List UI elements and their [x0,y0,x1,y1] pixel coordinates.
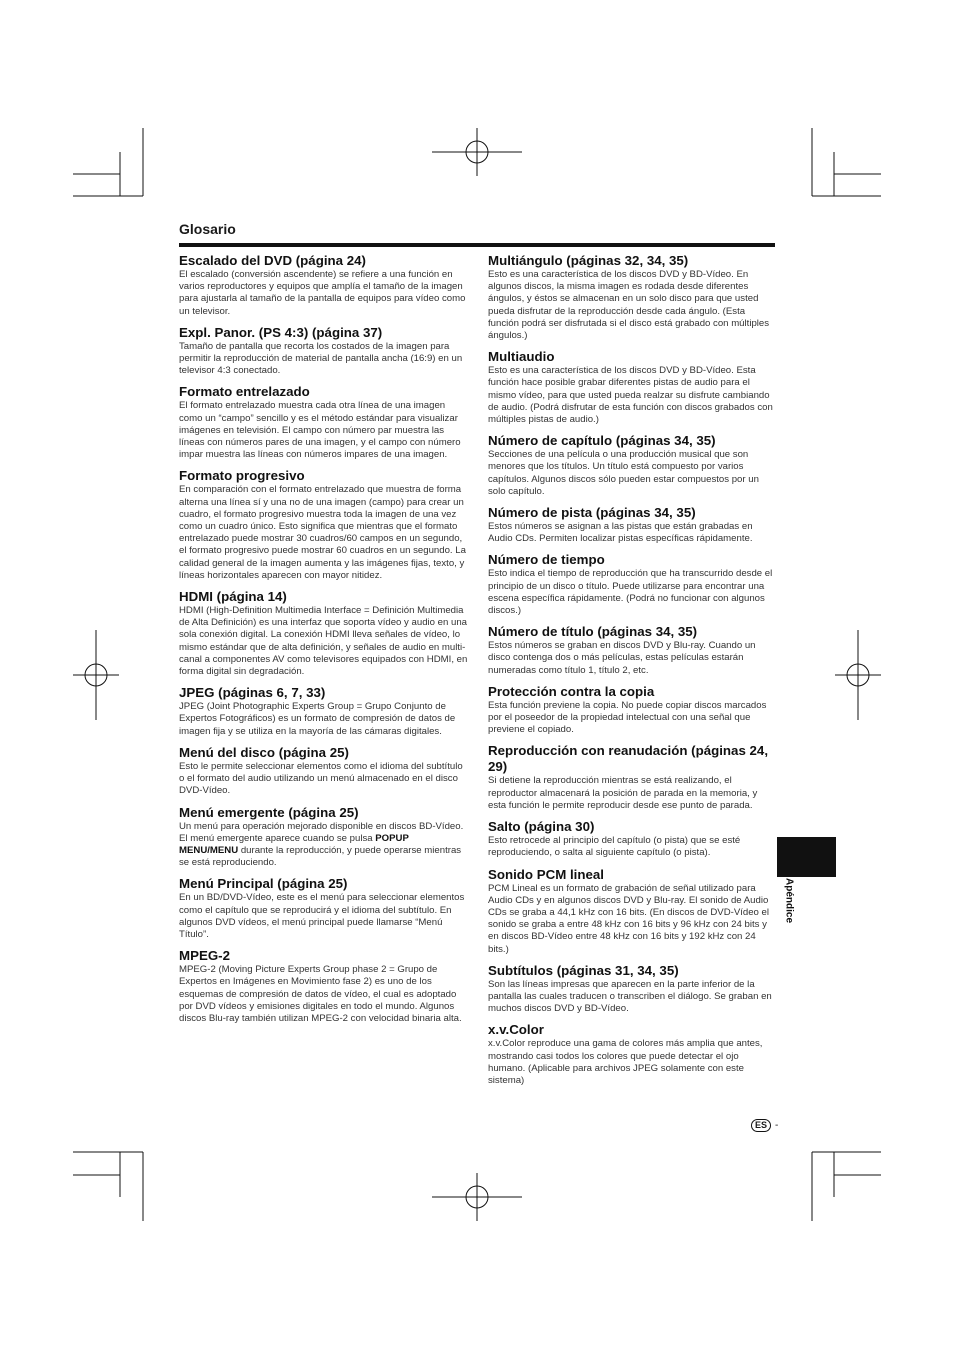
glossary-entry [179,948,469,1025]
page-marker-dash: - [775,1120,779,1131]
entry-title: Menú Principal (página 25) [179,876,348,892]
entry-body: Si detiene la reproducción mientras se está realizando, el reproductor almacenará la posición de parada en la memoria, y esta función le permite reproducir desde ese punto de parada. [488,775,758,811]
language-badge: ES [751,1119,771,1132]
entry-title: Escalado del DVD (página 24) [179,253,366,268]
entry-body: Esta función previene la copia. No puede copiar discos marcados por el poseedor de la propiedad intelectual con una señal que previene el copiado. [488,699,767,736]
page-marker [751,1119,778,1132]
entry-title: Menú del disco (página 25) [179,744,349,760]
entry-title: Menú emergente (página 25) [179,804,359,820]
glossary-entry [179,384,469,461]
entry-body: En comparación con el formato entrelazado que muestra de forma alterna una línea sí y una no de una imagen (campo) para crear un cuadro, el formato progresivo muestra toda la imagen de una vez como un cuadro único. Esto significa que mientras que el formato entrelazado puede mostrar 30 cuadros/60 campos en un segundo, el formato progresivo puede mostrar 60 cuadros en un segundo. La calidad general de la imagen aumenta y las imágenes fijas, texto, y líneas horizontales aparecen con mayor nitidez. [179,484,466,581]
entry-body-text: Un menú para operación mejorado disponible en discos BD-Vídeo. El menú emergente aparece cuando se pulsa [179,820,464,844]
entry-body [179,821,469,870]
glossary-entry [488,743,776,812]
entry-title: Reproducción con reanudación (páginas 24, 29) [488,743,769,775]
glossary-entry [179,876,469,941]
entry-body: Tamaño de pantalla que recorta los costados de la imagen para permitir la reproducción de material de pantalla ancha (16:9) en un televisor 4:3 conectado. [179,340,463,377]
glossary-entry [488,349,776,426]
entry-body: Esto retrocede al principio del capítulo (o pista) que se esté reproduciendo, o salta al siguiente capítulo (o pista). [488,835,741,859]
entry-body: Esto indica el tiempo de reproducción que ha transcurrido desde el principio de un disco o título. Puede utilizarse para encontrar una escena específica rápidamente. (Podrá no funcionar con algunos discos.) [488,568,773,617]
entry-title: Expl. Panor. (PS 4:3) (página 37) [179,324,383,340]
glossary-entry [488,433,776,498]
glossary-entry [488,505,776,545]
entry-body: JPEG (Joint Photographic Experts Group = Grupo Conjunto de Expertos Fotográficos) es un formato de compresión de datos de imagen fija y se utiliza en la mayoría de las cámaras digitales. [179,701,456,737]
entry-body: MPEG-2 (Moving Picture Experts Group phase 2 = Grupo de Expertos en Imágenes en Movimiento fase 2) es uno de los esquemas de compresión de datos de vídeo, el cual es adoptado por DVD vídeos y emisiones digitales en todo el mundo. Algunos discos Blu-ray también utilizan MPEG-2 con velocidad binaria alta. [179,964,462,1024]
entry-body: El formato entrelazado muestra cada otra línea de una imagen como un “campo” sencillo y es el método estándar para visualizar imágenes en televisión. El campo con número par muestra las líneas con números pares de una imagen, y el campo con número impar muestra las líneas con números impares de una imagen. [179,400,461,461]
entry-body: Esto es una característica de los discos DVD y BD-Vídeo. Esta función hace posible grabar diferentes pistas de audio para el mismo vídeo, para que usted pueda realzar su disfrute cambiando de audio. (Podrá disfrutar de esta función con discos grabados con múltiples pistas de audio.) [488,365,773,426]
glossary-entry [179,468,469,582]
entry-body: El escalado (conversión ascendente) se refiere a una función en varios reproductores y equipos que amplía el tamaño de la imagen para ajustarla al tamaño de la pantalla de equipos para vídeo como un televisor. [179,269,466,317]
entry-title: Salto (página 30) [488,819,595,835]
entry-title: Formato entrelazado [179,384,310,400]
entry-title: Número de capítulo (páginas 34, 35) [488,433,716,449]
header-rule [179,243,775,247]
left-column [179,253,469,1032]
entry-body: Estos números se graban en discos DVD y Blu-ray. Cuando un disco contenga dos o más películas, estas películas estarán numeradas como título 1, título 2, etc. [488,640,756,676]
entry-title: MPEG-2 [179,948,230,964]
entry-title: Número de título (páginas 34, 35) [488,624,698,640]
entry-body: HDMI (High-Definition Multimedia Interface = Definición Multimedia de Alta Definición) es una interfaz que soporta vídeo y audio en una sola conexión digital. La conexión HDMI lleva señales de vídeo, lo mismo estándar que de alta definición, y señales de audio en multi-canal a componentes AV como televisores equipados con HDMI, en forma digital sin degradación. [179,605,468,678]
glossary-entry [488,253,776,342]
glossary-entry [488,684,776,737]
glossary-entry [179,745,469,798]
right-column [488,253,776,1094]
entry-title: Formato progresivo [179,468,305,484]
entry-title: Subtítulos (páginas 31, 34, 35) [488,962,679,978]
entry-body: Estos números se asignan a las pistas que están grabadas en Audio CDs. Permiten localizar pistas específicas rápidamente. [488,521,753,545]
glossary-entry [488,1022,776,1087]
glossary-entry [179,253,469,318]
entry-title: HDMI (página 14) [179,589,287,605]
glossary-entry [179,685,469,738]
section-tab-label: Apéndice [783,878,795,924]
glossary-entry [179,805,469,870]
entry-title: Multiaudio [488,349,555,365]
entry-body: x.v.Color reproduce una gama de colores más amplia que antes, mostrando casi todos los colores que puede detectar el ojo humano. (Aplicable para archivos JPEG solamente con este sistema) [488,1038,763,1086]
glossary-entry [488,819,776,859]
entry-title: JPEG (páginas 6, 7, 33) [179,685,326,701]
glossary-entry [488,963,776,1016]
entry-body: En un BD/DVD-Vídeo, este es el menú para seleccionar elementos como el capítulo que se reproducirá y el idioma del subtítulo. En algunos DVD vídeos, el menú principal puede llamarse “Menú Título”. [179,892,465,940]
section-tab-block [777,837,836,877]
entry-title: Multiángulo (páginas 32, 34, 35) [488,253,689,268]
entry-body: PCM Lineal es un formato de grabación de señal utilizado para Audio CDs y en algunos discos DVD y Blu-ray. El sonido de Audio CDs se graba a 44,1 kHz con 16 bits. (En discos de DVD-Vídeo el sonido se graba a entre 48 kHz con 16 bits y 96 kHz con 24 bits y en discos BD-Vídeo entre 48 kHz con 16 bits y 192 kHz con 24 bits.) [488,882,770,955]
entry-title: Sonido PCM lineal [488,866,604,882]
entry-title: x.v.Color [488,1022,544,1038]
button-name-popup-menu: POPUP MENU/MENU [179,832,409,856]
entry-title: Número de pista (páginas 34, 35) [488,505,696,521]
glossary-entry [179,589,469,678]
glossary-entry [179,325,469,378]
entry-title: Protección contra la copia [488,683,655,699]
entry-title: Número de tiempo [488,552,605,568]
glossary-entry [488,552,776,617]
glossary-entry [488,624,776,677]
entry-body: Esto es una característica de los discos DVD y BD-Vídeo. En algunos discos, la misma imagen es rodada desde diferentes ángulos, y éstos se almacenan en un solo disco para que usted pueda disfrutar de la reproducción desde cada ángulo. (Esta función podrá ser disfrutada si el disco está grabado con múltiples ángulos.) [488,269,770,342]
entry-body: Son las líneas impresas que aparecen en la parte inferior de la pantalla las cuales traducen o transcriben el diálogo. Se graban en muchos discos DVD y BD-Vídeo. [488,978,772,1015]
section-title: Glosario [179,221,236,237]
entry-body: Secciones de una película o una producción musical que son menores que los títulos. Un título está compuesto por varios capítulos. Algunos discos sólo pueden estar compuestos por un solo capítulo. [488,449,759,497]
entry-body-text: durante la reproducción, y puede operarse mientras se está reproduciendo. [179,844,462,869]
glossary-entry [488,867,776,956]
entry-body: Esto le permite seleccionar elementos como el idioma del subtítulo o el formato del audio utilizando un menú almacenado en el disco DVD-Vídeo. [179,760,463,797]
